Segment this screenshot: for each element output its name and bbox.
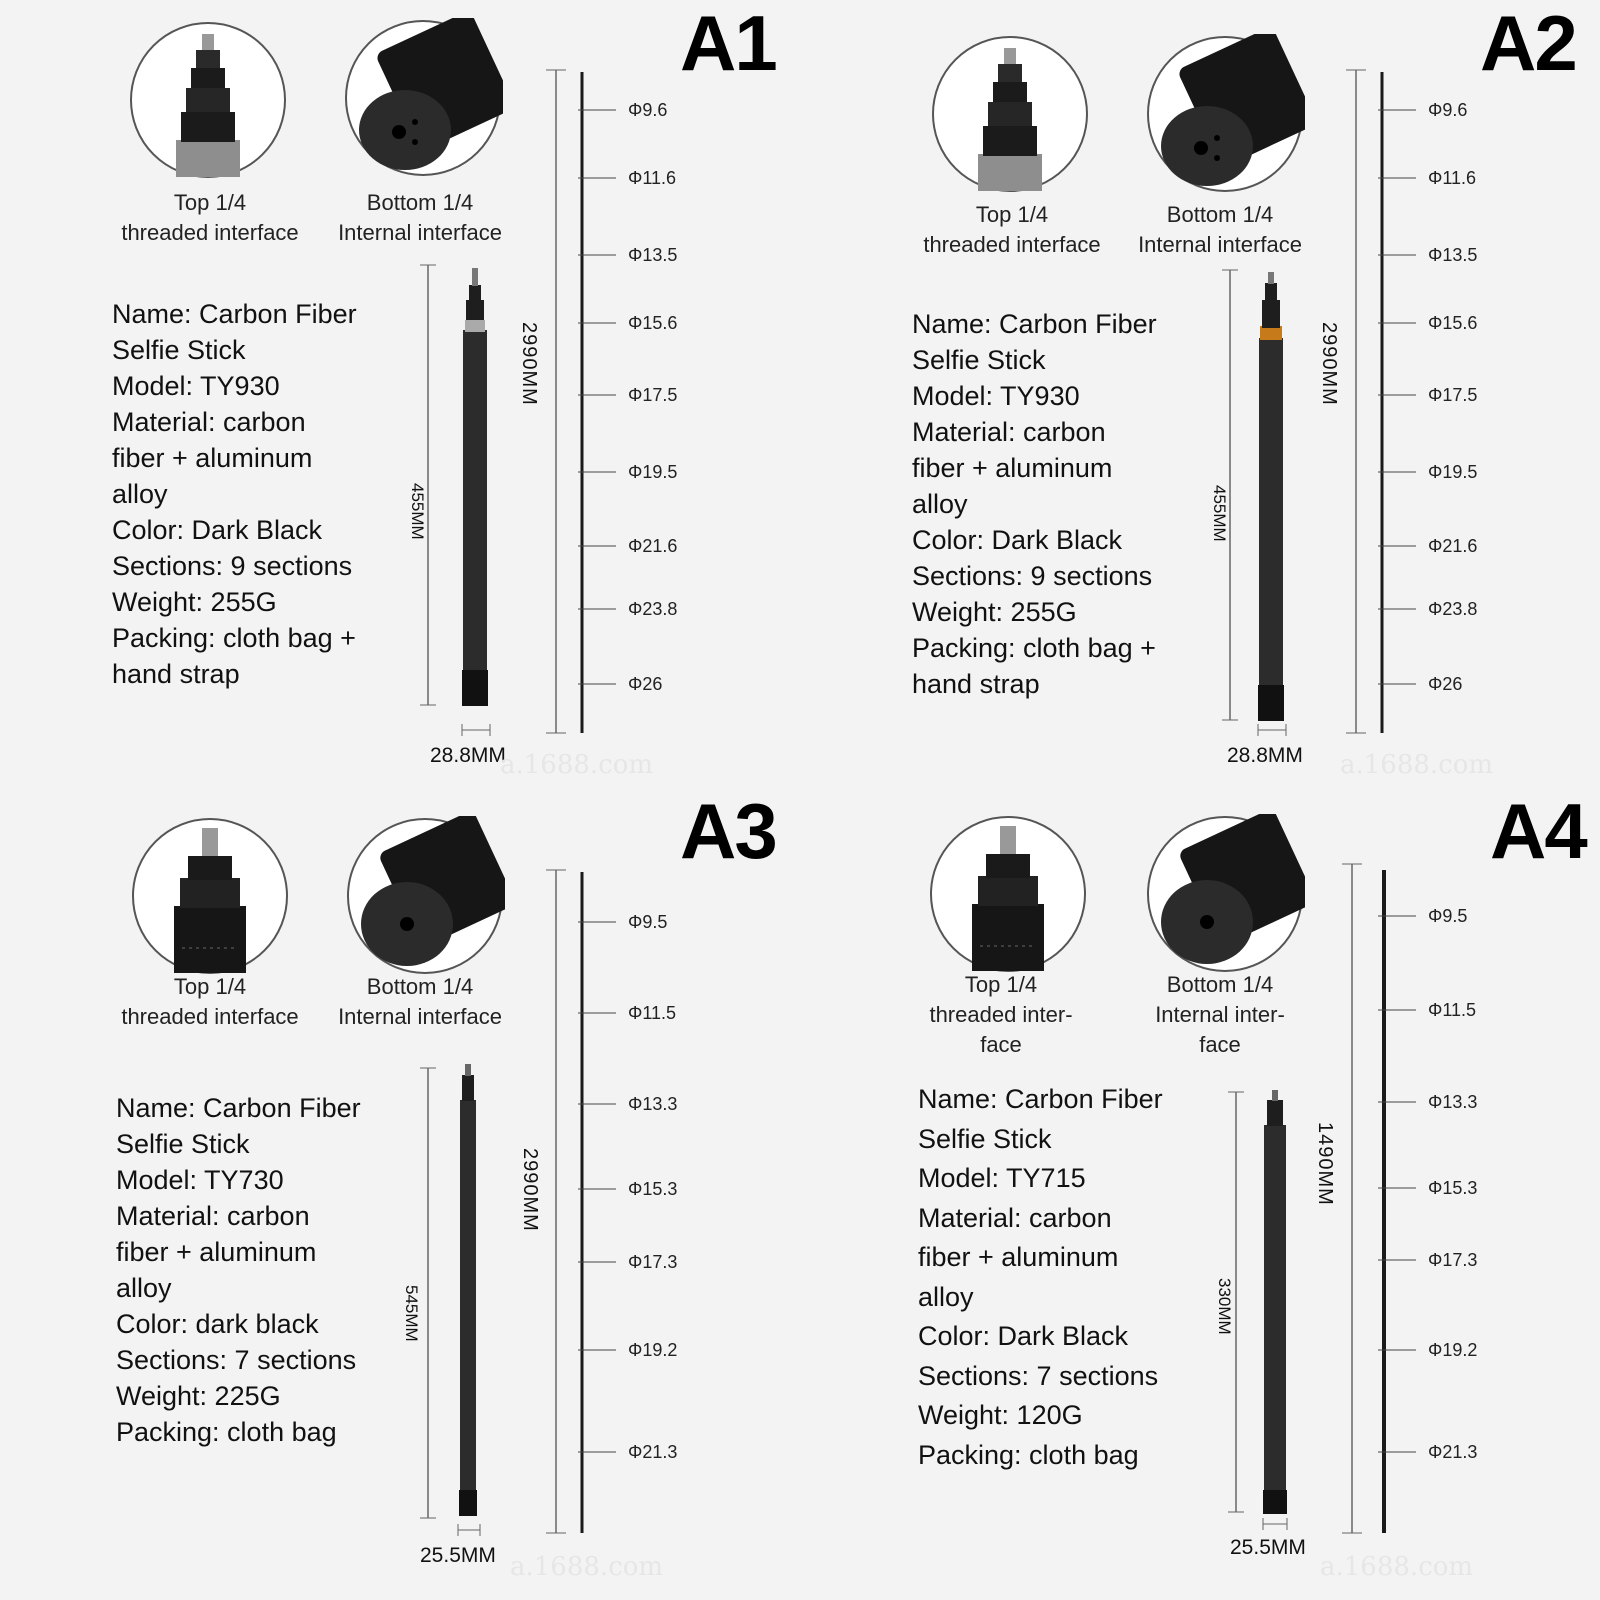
diameter-label: Φ9.5 [1428, 906, 1468, 926]
collapsed-length: 330MM [1215, 1278, 1234, 1335]
spec-line: fiber + aluminum [116, 1237, 317, 1267]
width-label: 25.5MM [420, 1544, 496, 1567]
variant-label: A2 [1480, 0, 1576, 87]
diameter-label: Φ23.8 [1428, 599, 1478, 619]
bottom-interface-caption: Bottom 1/4 Internal interface [338, 974, 502, 1029]
spec-line: Weight: 255G [112, 587, 277, 617]
spec-line: Model: TY930 [112, 371, 280, 401]
spec-line: Packing: cloth bag [918, 1439, 1139, 1470]
spec-line: Packing: cloth bag + [112, 623, 356, 653]
watermark: a.1688.com [1320, 1552, 1474, 1582]
spec-line: Model: TY930 [912, 381, 1080, 411]
spec-line: fiber + aluminum [112, 443, 313, 473]
diameter-label: Φ17.5 [1428, 385, 1478, 405]
watermark: a.1688.com [500, 750, 654, 780]
dimension-drawing [800, 0, 1600, 800]
variant-label: A3 [680, 787, 776, 875]
spec-line: Material: carbon [912, 417, 1106, 447]
spec-line: Weight: 120G [918, 1400, 1083, 1430]
spec-line: alloy [912, 489, 968, 519]
diameter-label: Φ15.6 [628, 313, 678, 333]
dimension-drawing [0, 800, 800, 1600]
diameter-label: Φ15.3 [1428, 1178, 1478, 1198]
spec-line: Packing: cloth bag + [912, 633, 1156, 663]
spec-line: Model: TY730 [116, 1165, 284, 1195]
spec-line: Material: carbon [116, 1201, 310, 1231]
spec-line: Color: Dark Black [912, 525, 1123, 555]
diameter-label: Φ11.6 [628, 168, 677, 188]
spec-line: Material: carbon [918, 1202, 1112, 1233]
total-length: 1490MM [1314, 1122, 1336, 1206]
diameter-label: Φ19.2 [628, 1340, 678, 1360]
bottom-interface-caption: Bottom 1/4 Internal interface [338, 190, 502, 245]
width-label: 28.8MM [430, 744, 506, 767]
spec-line: fiber + aluminum [918, 1242, 1119, 1272]
product-panel-a3 [0, 787, 800, 1600]
spec-line: hand strap [112, 659, 240, 689]
diameter-label: Φ11.5 [628, 1003, 677, 1023]
spec-line: Color: dark black [116, 1309, 319, 1339]
variant-label: A4 [1490, 787, 1586, 875]
spec-line: Weight: 225G [116, 1381, 281, 1411]
spec-line: alloy [112, 479, 168, 509]
diameter-label: Φ17.3 [1428, 1250, 1478, 1270]
dimension-drawing [0, 0, 800, 800]
spec-line: Name: Carbon Fiber [912, 309, 1157, 339]
spec-line: alloy [116, 1273, 172, 1303]
bottom-interface-caption: Bottom 1/4 Internal inter- face [1155, 972, 1285, 1057]
diameter-label: Φ19.2 [1428, 1340, 1478, 1360]
diameter-label: Φ21.6 [628, 536, 678, 556]
diameter-label: Φ9.5 [628, 912, 668, 932]
watermark: a.1688.com [1340, 750, 1494, 780]
diameter-label: Φ15.3 [628, 1179, 678, 1199]
spec-line: Sections: 7 sections [116, 1345, 357, 1375]
total-length: 2990MM [519, 1148, 541, 1232]
diameter-label: Φ13.3 [1428, 1092, 1478, 1112]
spec-line: Sections: 9 sections [112, 551, 353, 581]
top-interface-caption: Top 1/4 threaded inter- face [929, 972, 1073, 1057]
spec-line: Selfie Stick [116, 1129, 250, 1159]
spec-line: Material: carbon [112, 407, 306, 437]
spec-line: Selfie Stick [112, 335, 246, 365]
spec-line: Color: Dark Black [112, 515, 323, 545]
total-length: 2990MM [518, 322, 540, 406]
spec-line: Selfie Stick [918, 1123, 1052, 1154]
product-panel-a2 [800, 0, 1600, 800]
diameter-label: Φ11.5 [1428, 1000, 1477, 1020]
diameter-label: Φ11.6 [1428, 168, 1477, 188]
spec-line: Weight: 255G [912, 597, 1077, 627]
watermark: a.1688.com [510, 1552, 664, 1582]
diameter-label: Φ26 [628, 674, 663, 694]
diameter-label: Φ13.5 [628, 245, 678, 265]
diameter-label: Φ23.8 [628, 599, 678, 619]
top-interface-caption: Top 1/4 threaded interface [121, 190, 299, 245]
dimension-drawing [800, 800, 1600, 1600]
spec-line: Color: Dark Black [918, 1321, 1129, 1351]
collapsed-length: 455MM [1210, 485, 1229, 542]
diameter-label: Φ21.3 [628, 1442, 678, 1462]
spec-line: Packing: cloth bag [116, 1417, 337, 1447]
diameter-label: Φ13.5 [1428, 245, 1478, 265]
spec-line: Model: TY715 [918, 1163, 1086, 1193]
diameter-label: Φ15.6 [1428, 313, 1478, 333]
spec-line: Selfie Stick [912, 345, 1046, 375]
variant-label: A1 [680, 0, 776, 87]
width-label: 28.8MM [1227, 744, 1303, 767]
diameter-label: Φ19.5 [628, 462, 678, 482]
diameter-label: Φ17.3 [628, 1252, 678, 1272]
collapsed-length: 545MM [402, 1285, 421, 1342]
spec-line: Sections: 7 sections [918, 1360, 1159, 1391]
product-panel-a4 [800, 787, 1600, 1600]
spec-line: fiber + aluminum [912, 453, 1113, 483]
diameter-label: Φ19.5 [1428, 462, 1478, 482]
diameter-label: Φ9.6 [1428, 100, 1468, 120]
total-length: 2990MM [1318, 322, 1340, 406]
top-interface-caption: Top 1/4 threaded interface [121, 974, 299, 1029]
top-interface-caption: Top 1/4 threaded interface [923, 202, 1101, 257]
spec-line: alloy [918, 1281, 974, 1312]
diameter-label: Φ21.3 [1428, 1442, 1478, 1462]
spec-line: Sections: 9 sections [912, 561, 1153, 591]
diameter-label: Φ17.5 [628, 385, 678, 405]
diameter-label: Φ13.3 [628, 1094, 678, 1114]
diameter-label: Φ9.6 [628, 100, 668, 120]
spec-line: Name: Carbon Fiber [112, 299, 357, 329]
diameter-label: Φ21.6 [1428, 536, 1478, 556]
collapsed-length: 455MM [408, 483, 427, 540]
width-label: 25.5MM [1230, 1536, 1306, 1559]
spec-line: Name: Carbon Fiber [918, 1084, 1163, 1114]
spec-line: Name: Carbon Fiber [116, 1093, 361, 1123]
product-panel-a1 [0, 0, 800, 800]
spec-line: hand strap [912, 669, 1040, 699]
diameter-label: Φ26 [1428, 674, 1463, 694]
bottom-interface-caption: Bottom 1/4 Internal interface [1138, 202, 1302, 257]
